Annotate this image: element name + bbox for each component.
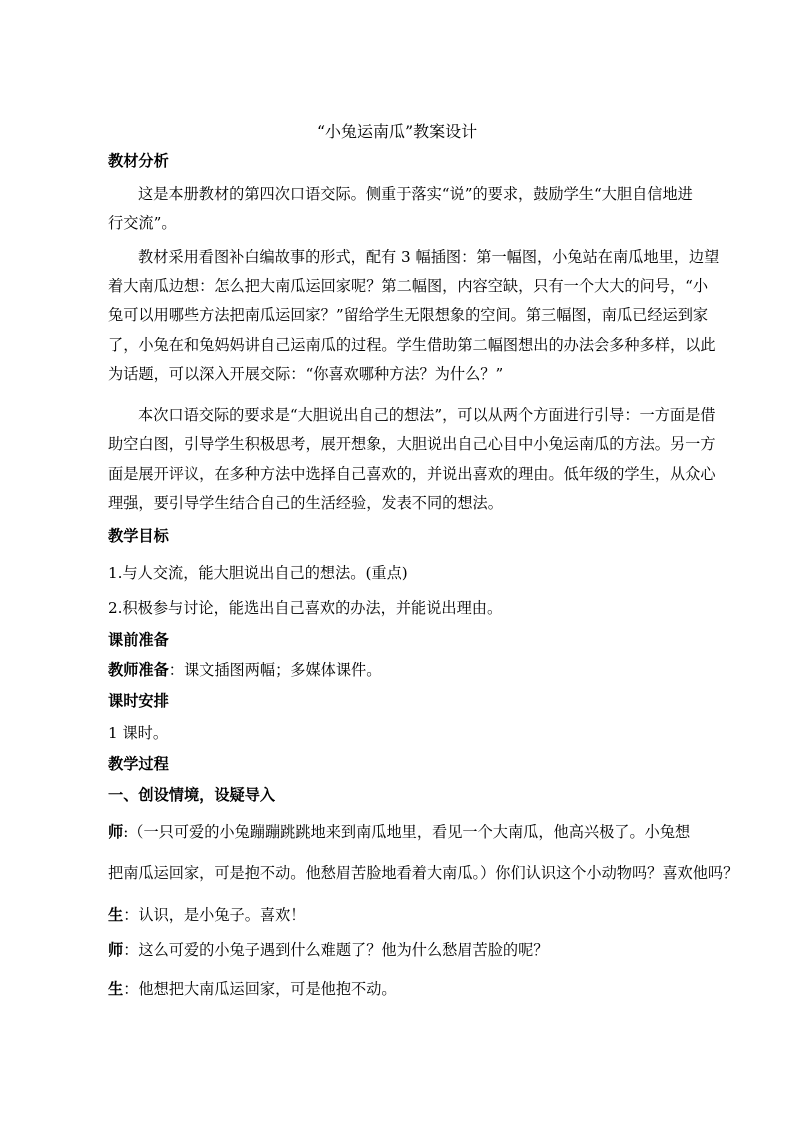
section-heading-analysis: 教材分析 [108, 152, 169, 170]
section-heading-process: 教学过程 [108, 755, 169, 773]
goal-item-1: 1.与人交流，能大胆说出自己的想法。(重点) [108, 564, 408, 582]
para3-line3: 面是展开评议，在多种方法中选择自己喜欢的，并说出喜欢的理由。低年级的学生，从众心 [108, 465, 716, 483]
goal-item-2: 2.积极参与讨论，能选出自己喜欢的办法，并能说出理由。 [108, 599, 503, 617]
prep-text: ：课文插图两幅；多媒体课件。 [168, 661, 382, 679]
dialogue-student-1 [108, 905, 305, 925]
document-title: “小兔运南瓜”教案设计 [316, 122, 478, 141]
dialogue-student-2 [108, 979, 397, 999]
speaker-student: 生 [108, 980, 124, 998]
section-heading-prep: 课前准备 [108, 631, 169, 649]
speaker-student: 生 [108, 906, 124, 924]
section-heading-schedule: 课时安排 [108, 692, 169, 710]
dialogue-teacher-1-line1 [108, 822, 690, 842]
dialogue-teacher-1-line2: 把南瓜运回家，可是抱不动。他愁眉苦脸地看着大南瓜。）你们认识这个小动物吗？喜欢他吗？ [108, 864, 739, 882]
step1-heading: 一、创设情境，设疑导入 [108, 786, 276, 804]
para2-line4: 了，小兔在和兔妈妈讲自己运南瓜的过程。学生借助第二幅图想出的办法会多种多样，以此 [108, 336, 716, 354]
dialogue-text: :（一只可爱的小兔蹦蹦跳跳地来到南瓜地里，看见一个大南瓜，他高兴极了。小兔想 [123, 823, 691, 841]
prep-label: 教师准备 [108, 661, 169, 679]
para2-line3: 兔可以用哪些方法把南瓜运回家？”留给学生无限想象的空间。第三幅图，南瓜已经运到家 [108, 306, 709, 324]
dialogue-text: ：认识，是小兔子。喜欢！ [123, 906, 306, 924]
para3-line2: 助空白图，引导学生积极思考，展开想象，大胆说出自己心目中小兔运南瓜的方法。另一方 [108, 435, 716, 453]
para3-line4: 理强，要引导学生结合自己的生活经验，发表不同的想法。 [108, 494, 503, 512]
speaker-teacher: 师 [108, 823, 124, 841]
para1-line2: 行交流”。 [108, 214, 177, 232]
dialogue-text: ：他想把大南瓜运回家，可是他抱不动。 [123, 980, 397, 998]
dialogue-text: ：这么可爱的小兔子遇到什么难题了？他为什么愁眉苦脸的呢？ [123, 941, 549, 959]
prep-line [108, 660, 381, 680]
para2-line2: 着大南瓜边想：怎么把大南瓜运回家呢？第二幅图，内容空缺，只有一个大大的问号，“小 [108, 277, 709, 295]
para1-line1: 这是本册教材的第四次口语交际。侧重于落实“说”的要求，鼓励学生“大胆自信地进 [138, 185, 693, 203]
dialogue-teacher-2 [108, 940, 548, 960]
section-heading-goals: 教学目标 [108, 527, 169, 545]
para2-line1: 教材采用看图补白编故事的形式，配有 3 幅插图：第一幅图，小兔站在南瓜地里，边望 [138, 248, 720, 266]
para3-line1: 本次口语交际的要求是“大胆说出自己的想法”，可以从两个方面进行引导：一方面是借 [138, 406, 716, 424]
speaker-teacher: 师 [108, 941, 124, 959]
para2-line5: 为话题，可以深入开展交际：“你喜欢哪种方法？为什么？” [108, 365, 504, 383]
schedule-text: 1 课时。 [108, 724, 169, 742]
